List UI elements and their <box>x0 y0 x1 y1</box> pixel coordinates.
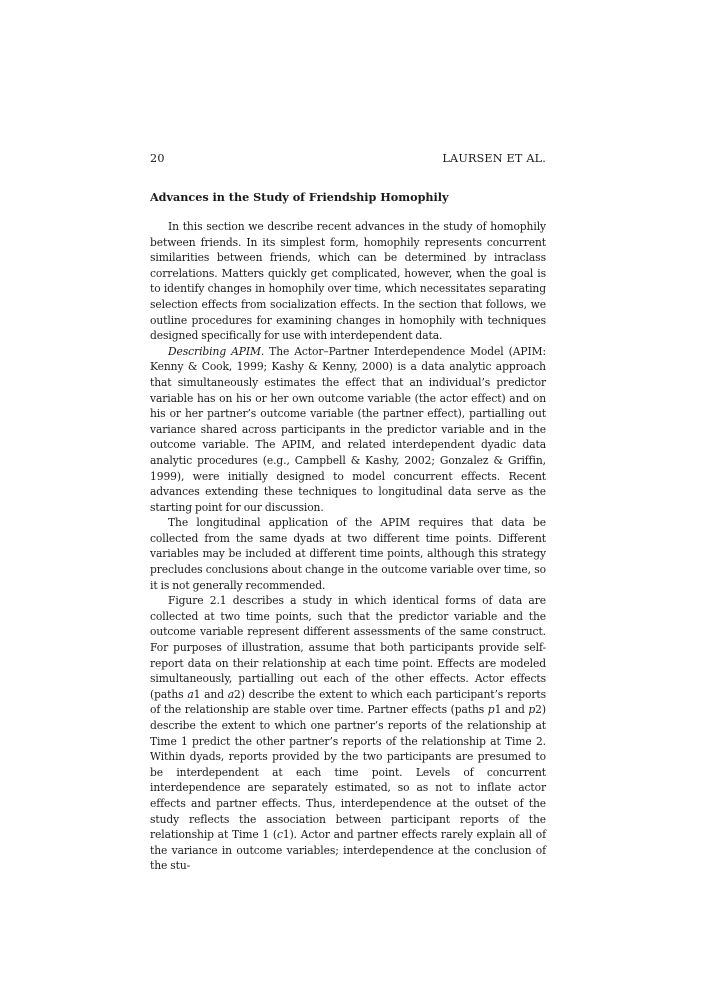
paragraph-text: and <box>200 687 228 701</box>
book-page <box>150 152 546 874</box>
path-label-number: 2 <box>535 703 542 717</box>
section-heading: Advances in the Study of Friendship Homophily <box>150 190 449 204</box>
paragraph-homophily-intro: In this section we describe recent advances in the study of homophily between friends. In its simplest form, homophily represents concurrent similarities between friends, which can be determined by intraclass correlations. Matters quickly get complicated, however, when the goal is to identify changes in homophily over time, which necessitates separating selection effects from socialization effects. In the section that follows, we outline procedures for examining changes in homophily with techniques designed specifically for use with interdependent data. <box>150 220 546 343</box>
page-number: 20 <box>150 152 165 165</box>
path-label-letter: c <box>276 828 283 842</box>
path-label-letter: a <box>227 687 235 701</box>
paragraph-text: ). Actor and partner effects rarely explain all of the variance in outcome variables; interdependence at the conclusion of the stu- <box>150 828 546 873</box>
paragraph-text: ) describe the extent to which each participant’s reports of the relationship are stable over time. Partner effects (paths <box>150 687 546 717</box>
paragraph-text: The Actor–Partner Interdependence Model (APIM: Kenny & Cook, 1999; Kashy & Kenny, 2000) is a data analytic approach that simultaneously estimates the effect that an individual’s predictor variable has on his or her own outcome variable (the actor effect) and on his or her partner’s outcome variable (the partner effect), partialling out variance shared across participants in the predictor variable and in the outcome variable. The APIM, and related interdependent dyadic data analytic procedures (e.g., Campbell & Kashy, 2002; Gonzalez & Griffin, 1999), were initially designed to model concurrent effects. Recent advances extending these techniques to longitudinal data serve as the starting point for our discussion. <box>150 344 546 514</box>
paragraph-text: Figure 2.1 describes a study in which identical forms of data are collected at two time points, such that the predictor variable and the outcome variable represent different assessments of the same construct. For purposes of illustration, assume that both participants provide self-report data on their relationship at each time point. Effects are modeled simultaneously, partialling out each of the other effects. Actor effects (paths <box>150 594 546 701</box>
runin-heading: Describing APIM. <box>168 344 265 358</box>
running-head <box>150 152 546 166</box>
path-label-number: 1 <box>282 828 290 842</box>
paragraph-figure-description <box>150 593 546 874</box>
path-label-number: 1 <box>193 687 201 701</box>
path-label-letter: p <box>487 703 495 717</box>
body-text <box>150 219 546 874</box>
paragraph-describing-apim <box>150 344 546 516</box>
paragraph-text: and <box>501 703 529 717</box>
path-label-letter: a <box>187 687 194 701</box>
paragraph-longitudinal-apim: The longitudinal application of the APIM requires that data be collected from the same dyads at two different time points. Different variables may be included at different time points, although this strategy precludes conclusions about change in the outcome variable over time, so it is not generally recommended. <box>150 516 546 592</box>
path-label-letter: p <box>528 703 536 717</box>
path-label-number: 2 <box>234 687 241 701</box>
running-title: LAURSEN ET AL. <box>442 152 546 165</box>
path-label-number: 1 <box>494 703 502 717</box>
paragraph-text: ) describe the extent to which one partner’s reports of the relationship at Time 1 predict the other partner’s reports of the relationship at Time 2. Within dyads, reports provided by the two participants are presumed to be interdependent at each time point. Levels of concurrent interdependence are separately estimated, so as not to inflate actor effects and partner effects. Thus, interdependence at the outset of the study reflects the association between participant reports of the relationship at Time 1 ( <box>150 703 546 842</box>
